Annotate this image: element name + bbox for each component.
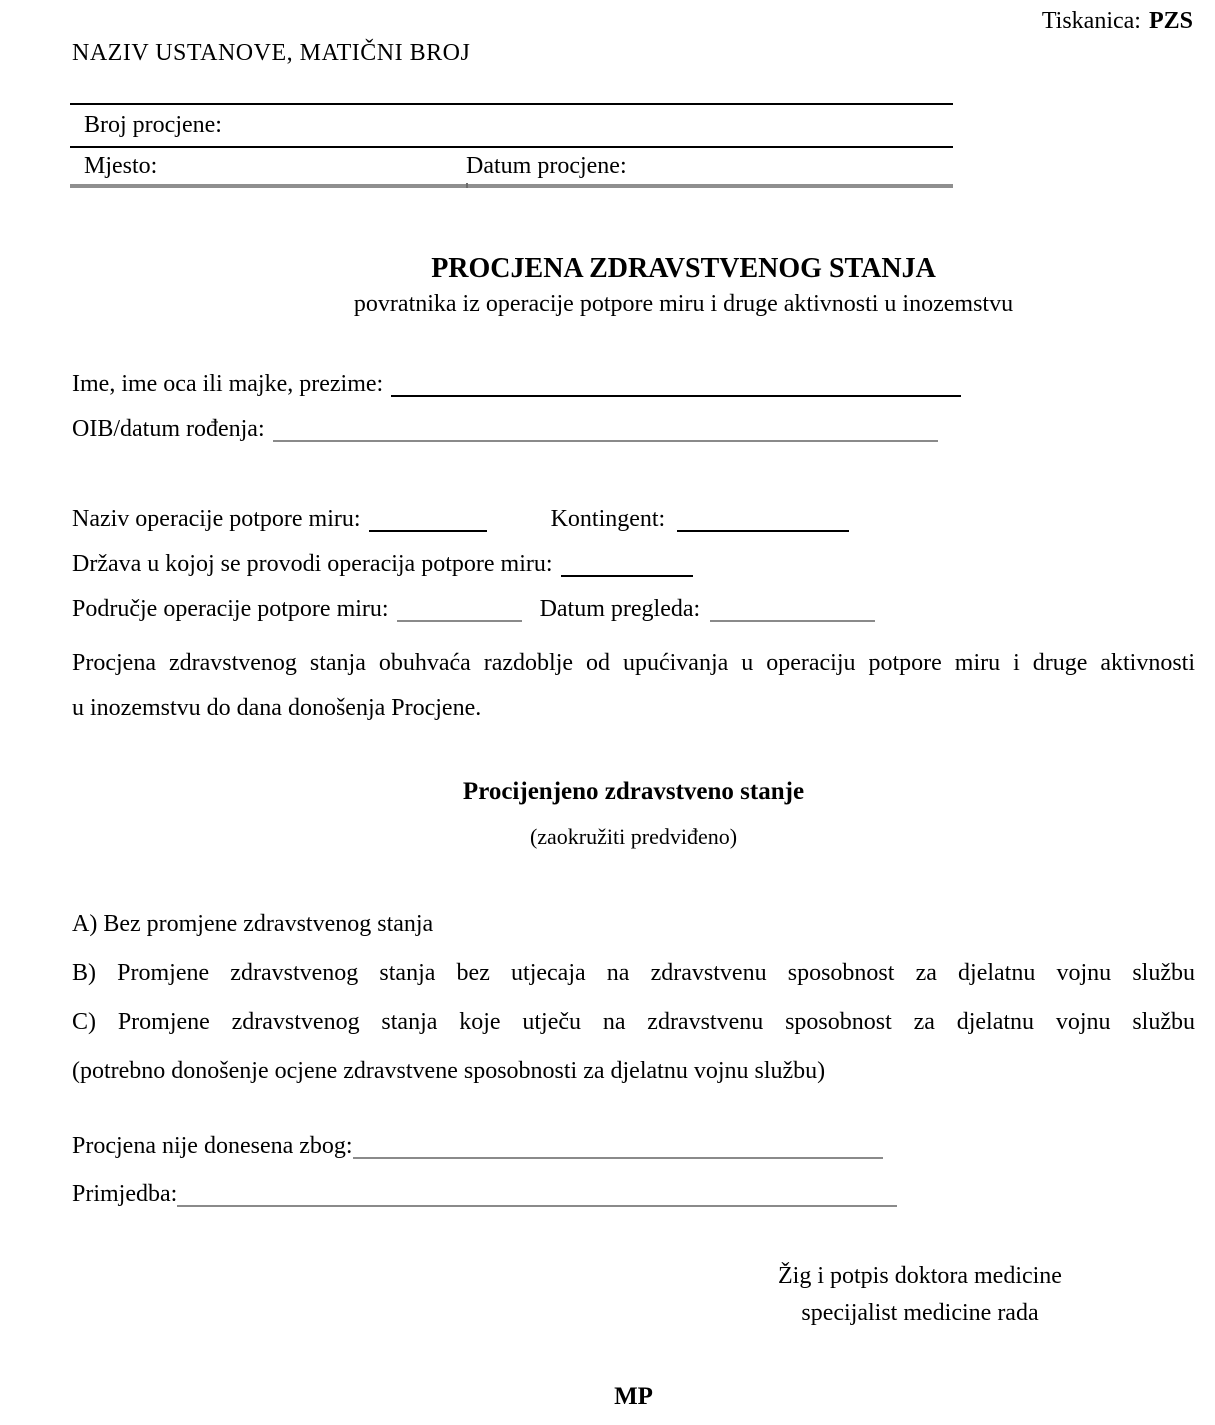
section-instruction: (zaokružiti predviđeno) <box>529 824 738 849</box>
country-label: Država u kojoj se provodi operacija potpore miru: <box>72 551 553 577</box>
signature-line-2: specijalist medicine rada <box>801 1300 1039 1326</box>
not-adopted-blank-line <box>353 1133 883 1159</box>
field-row-operation <box>72 503 1195 535</box>
oib-blank-line <box>273 416 938 442</box>
stamp-mark: MP <box>614 1383 653 1410</box>
name-blank-line <box>391 371 961 397</box>
field-row-area <box>72 593 1195 625</box>
paragraph-line-2: u inozemstvu do dana donošenja Procjene. <box>72 695 482 721</box>
assessment-meta-table <box>70 103 953 188</box>
document-heading <box>72 252 1195 322</box>
area-blank-line <box>397 596 522 622</box>
cell-divider <box>466 183 468 188</box>
not-adopted-label: Procjena nije donesena zbog: <box>72 1133 353 1159</box>
kontingent-label: Kontingent: <box>550 506 666 532</box>
section-title: Procijenjeno zdravstveno stanje <box>462 778 805 805</box>
option-a: A) Bez promjene zdravstvenog stanja <box>72 911 434 937</box>
remark-blank-line <box>177 1181 897 1207</box>
mjesto-label: Mjesto: <box>84 152 158 179</box>
remark-label: Primjedba: <box>72 1181 178 1207</box>
broj-procjene-label: Broj procjene: <box>84 112 222 138</box>
option-c-note: (potrebno donošenje ocjene zdravstvene sposobnosti za djelatnu vojnu službu) <box>72 1058 826 1084</box>
paragraph-line-1: Procjena zdravstvenog stanja obuhvaća razdoblje od upućivanja u operaciju potpore miru i druge aktivnosti <box>72 650 1195 676</box>
oib-label: OIB/datum rođenja: <box>72 416 265 442</box>
field-row-not-adopted <box>72 1130 1195 1162</box>
option-b: B) Promjene zdravstvenog stanja bez utjecaja na zdravstvenu sposobnost za djelatnu vojnu službu <box>72 960 1195 986</box>
table-row-mjesto-datum <box>70 148 953 188</box>
kontingent-blank-line <box>677 506 849 532</box>
field-row-country <box>72 548 1195 580</box>
operation-blank-line <box>369 506 487 532</box>
institution-header: NAZIV USTANOVE, MATIČNI BROJ <box>72 40 471 66</box>
option-c: C) Promjene zdravstvenog stanja koje utječu na zdravstvenu sposobnost za djelatnu vojnu službu <box>72 1009 1195 1035</box>
table-row-broj-procjene <box>70 105 953 148</box>
page-subtitle: povratnika iz operacije potpore miru i druge aktivnosti u inozemstvu <box>353 291 1014 317</box>
operation-label: Naziv operacije potpore miru: <box>72 506 361 532</box>
form-code <box>1042 8 1193 35</box>
form-code-value: PZS <box>1148 8 1193 34</box>
area-label: Područje operacije potpore miru: <box>72 596 389 622</box>
field-row-oib <box>72 413 1195 445</box>
country-blank-line <box>561 551 693 577</box>
field-row-remark <box>72 1178 1195 1210</box>
exam-date-label: Datum pregleda: <box>539 596 701 622</box>
datum-procjene-label: Datum procjene: <box>466 152 627 179</box>
page-title: PROCJENA ZDRAVSTVENOG STANJA <box>431 253 936 284</box>
signature-block <box>695 1258 1145 1332</box>
exam-date-blank-line <box>710 596 875 622</box>
signature-line-1: Žig i potpis doktora medicine <box>778 1263 1062 1289</box>
form-code-label: Tiskanica: <box>1041 8 1141 34</box>
name-label: Ime, ime oca ili majke, prezime: <box>72 371 384 397</box>
field-row-name <box>72 368 1195 400</box>
